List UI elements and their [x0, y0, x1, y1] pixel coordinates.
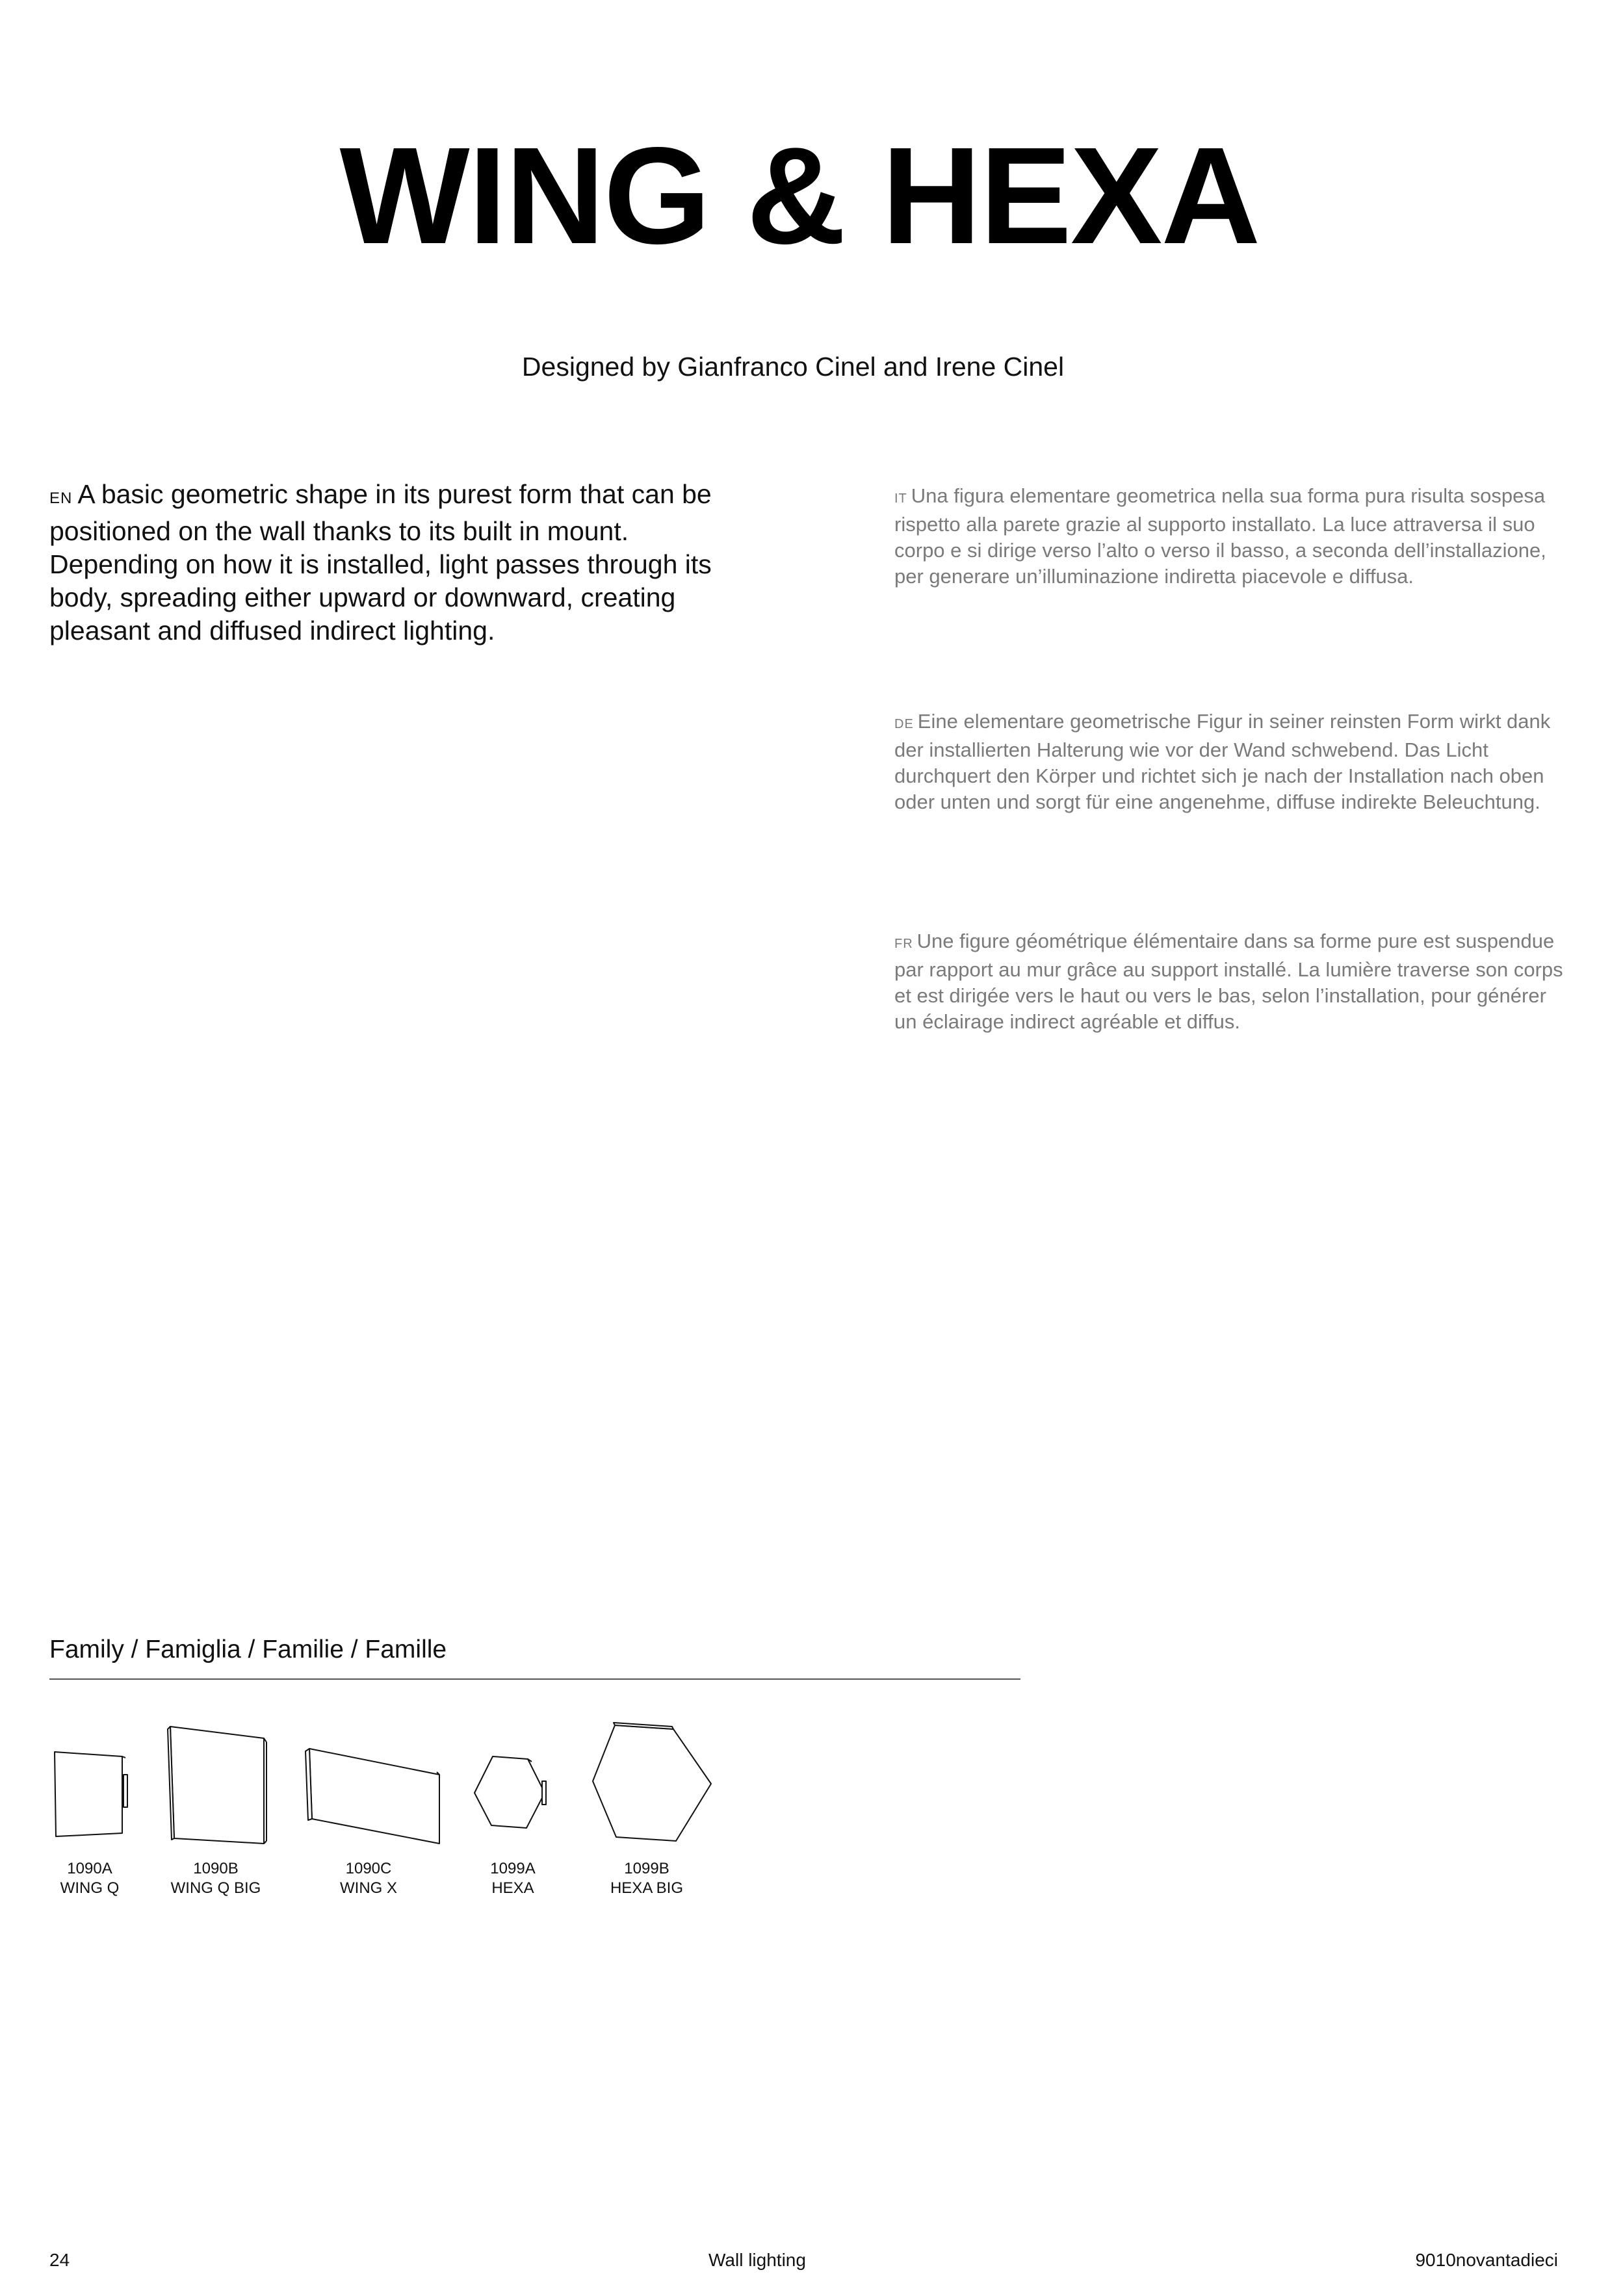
page-number: 24 — [49, 2250, 70, 2270]
family-heading: Family / Famiglia / Familie / Famille — [49, 1636, 447, 1663]
product-name: HEXA BIG — [610, 1879, 684, 1897]
lang-tag-de: DE — [894, 717, 914, 731]
designer-credit: Designed by Gianfranco Cinel and Irene Cinel — [521, 352, 1065, 382]
product-name: WING Q — [60, 1879, 120, 1897]
hexa-big-drawing — [593, 1723, 711, 1841]
product-name: HEXA — [491, 1879, 534, 1897]
footer-section: Wall lighting — [708, 2250, 806, 2270]
product-name: WING X — [340, 1879, 397, 1897]
description-fr — [894, 928, 1564, 1035]
product-label-1099b — [588, 1859, 705, 1898]
hexa-drawing — [474, 1756, 546, 1828]
product-code: 1099A — [490, 1860, 536, 1877]
product-code: 1099B — [624, 1860, 669, 1877]
product-family-drawings — [0, 1716, 780, 1846]
description-fr-text: Une figure géométrique élémentaire dans sa forme pure est suspendue par rapport au mur grâce au support installé. La lumière traverse son corps et est dirigée vers le haut ou vers le bas, selon l’installation, pour générer un éclairage indirect agréable et diffus. — [894, 930, 1563, 1033]
family-divider — [49, 1678, 1020, 1680]
description-it-text: Una figura elementare geometrica nella sua forma pura risulta sospesa rispetto alla parete grazie al supporto installato. La luce attraversa il suo corpo e si dirige verso l’alto o verso il basso, a seconda dell’installazione, per generare un’illuminazione indiretta piacevole e diffusa. — [894, 484, 1546, 588]
description-it — [894, 483, 1564, 590]
product-name: WING Q BIG — [170, 1879, 261, 1897]
description-en-text: A basic geometric shape in its purest form that can be positioned on the wall thanks to its built in mount. Depending on how it is installed, light passes through its body, spreading either upward or downward, creating pleasant and diffused indirect lighting. — [49, 479, 712, 646]
product-code: 1090B — [193, 1860, 239, 1877]
lang-tag-en: EN — [49, 489, 73, 507]
product-label-1099a — [454, 1859, 571, 1898]
product-label-1090a — [31, 1859, 148, 1898]
product-label-1090c — [310, 1859, 427, 1898]
page-title: WING & HEXA — [339, 118, 1260, 272]
product-code: 1090C — [345, 1860, 392, 1877]
footer-brand: 9010novantadieci — [1415, 2250, 1558, 2270]
description-en — [49, 478, 738, 647]
product-code: 1090A — [67, 1860, 112, 1877]
description-de — [894, 709, 1564, 815]
lang-tag-fr: FR — [894, 937, 913, 951]
wing-q-big-drawing — [168, 1727, 266, 1844]
description-de-text: Eine elementare geometrische Figur in seiner reinsten Form wirkt dank der installierten Halterung wie vor der Wand schwebend. Das Licht durchquert den Körper und richtet sich je nach der Installation nach oben oder unten und sorgt für eine angenehme, diffuse indirekte Beleuchtung. — [894, 710, 1551, 813]
lang-tag-it: IT — [894, 491, 907, 506]
wing-q-drawing — [55, 1752, 127, 1836]
product-label-1090b — [157, 1859, 274, 1898]
wing-x-drawing — [305, 1749, 439, 1844]
